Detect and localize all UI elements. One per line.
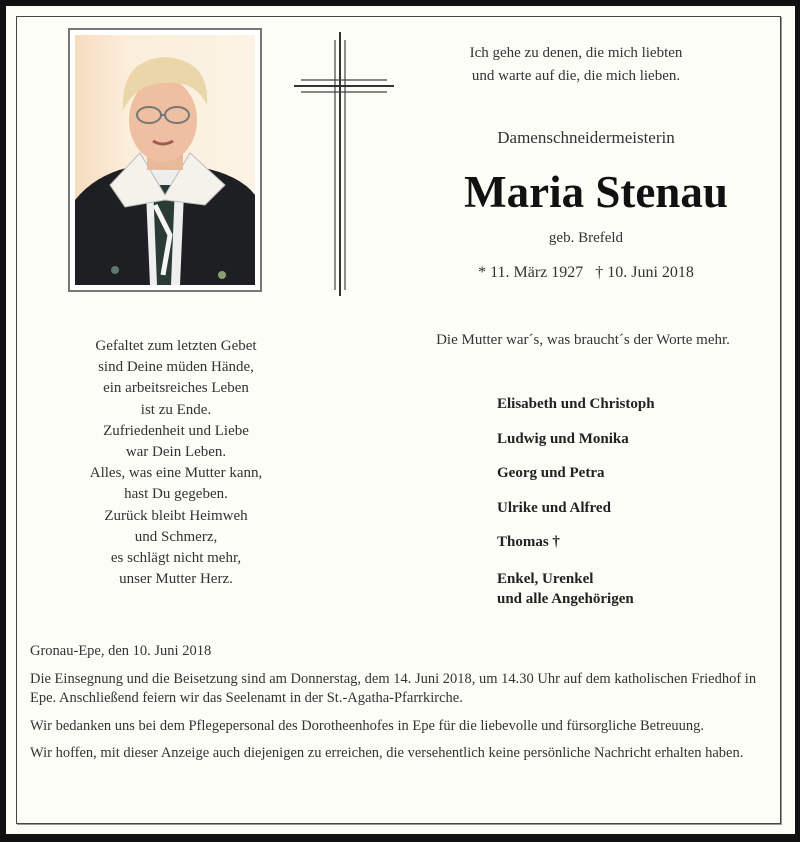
poem-line: und Schmerz, [134, 528, 218, 545]
birth-name: geb. Brefeld [548, 230, 624, 246]
poem-line: ist zu Ende. [140, 401, 212, 418]
mourner: Ulrike und Alfred [497, 499, 611, 516]
mourner: Enkel, Urenkel [497, 570, 594, 587]
portrait-photo [75, 35, 255, 285]
place-date: Gronau-Epe, den 10. Juni 2018 [30, 643, 212, 659]
poem-line: es schlägt nicht mehr, [110, 550, 242, 567]
poem-line: Zurück bleibt Heimweh [104, 507, 248, 524]
deceased-name: Maria Stenau [464, 167, 728, 217]
poem-line: sind Deine müden Hände, [98, 359, 254, 376]
thanks-note: Wir bedanken uns bei dem Pflegepersonal des Dorotheenhofes in Epe für die liebevolle und fürsorgliche Betreuung. [30, 717, 705, 734]
poem [46, 336, 306, 590]
motto-line: und warte auf die, die mich lieben. [471, 68, 681, 84]
footer-notes [30, 642, 770, 772]
profession: Damenschneidermeisterin [497, 128, 675, 147]
mourner: Georg und Petra [497, 465, 605, 481]
double-line-cross-icon [294, 32, 394, 296]
motto [406, 42, 746, 88]
poem-line: Gefaltet zum letzten Gebet [95, 338, 257, 354]
life-dates: * 11. März 1927 † 10. Juni 2018 [478, 264, 694, 281]
poem-line: war Dein Leben. [125, 444, 227, 461]
mourners-list [497, 396, 655, 609]
portrait-icon [75, 35, 255, 285]
obituary-card [6, 6, 795, 834]
mourner: und alle Angehörigen [497, 590, 634, 607]
saying: Die Mutter war´s, was braucht´s der Worte mehr. [436, 332, 730, 348]
mourner: Thomas † [497, 534, 560, 550]
poem-line: Zufriedenheit und Liebe [103, 422, 249, 439]
poem-line: unser Mutter Herz. [119, 571, 233, 588]
mourner: Elisabeth und Christoph [497, 396, 655, 412]
poem-line: Alles, was eine Mutter kann, [89, 465, 263, 482]
mourner: Ludwig und Monika [497, 430, 629, 447]
funeral-info: Die Einsegnung und die Beisetzung sind am Donnerstag, dem 14. Juni 2018, um 14.30 Uhr auf dem katholischen Friedhof in Epe. Anschließend feiern wir das Seelenamt in der St.-Agatha-Pfarrkirche. [30, 670, 757, 706]
motto-line: Ich gehe zu denen, die mich liebten [469, 45, 683, 61]
poem-line: ein arbeitsreiches Leben [103, 380, 249, 397]
poem-line: hast Du gegeben. [124, 486, 228, 503]
photo-frame [68, 28, 262, 292]
notice-note: Wir hoffen, mit dieser Anzeige auch diejenigen zu erreichen, die versehentlich keine persönliche Nachricht erhalten haben. [30, 745, 744, 761]
